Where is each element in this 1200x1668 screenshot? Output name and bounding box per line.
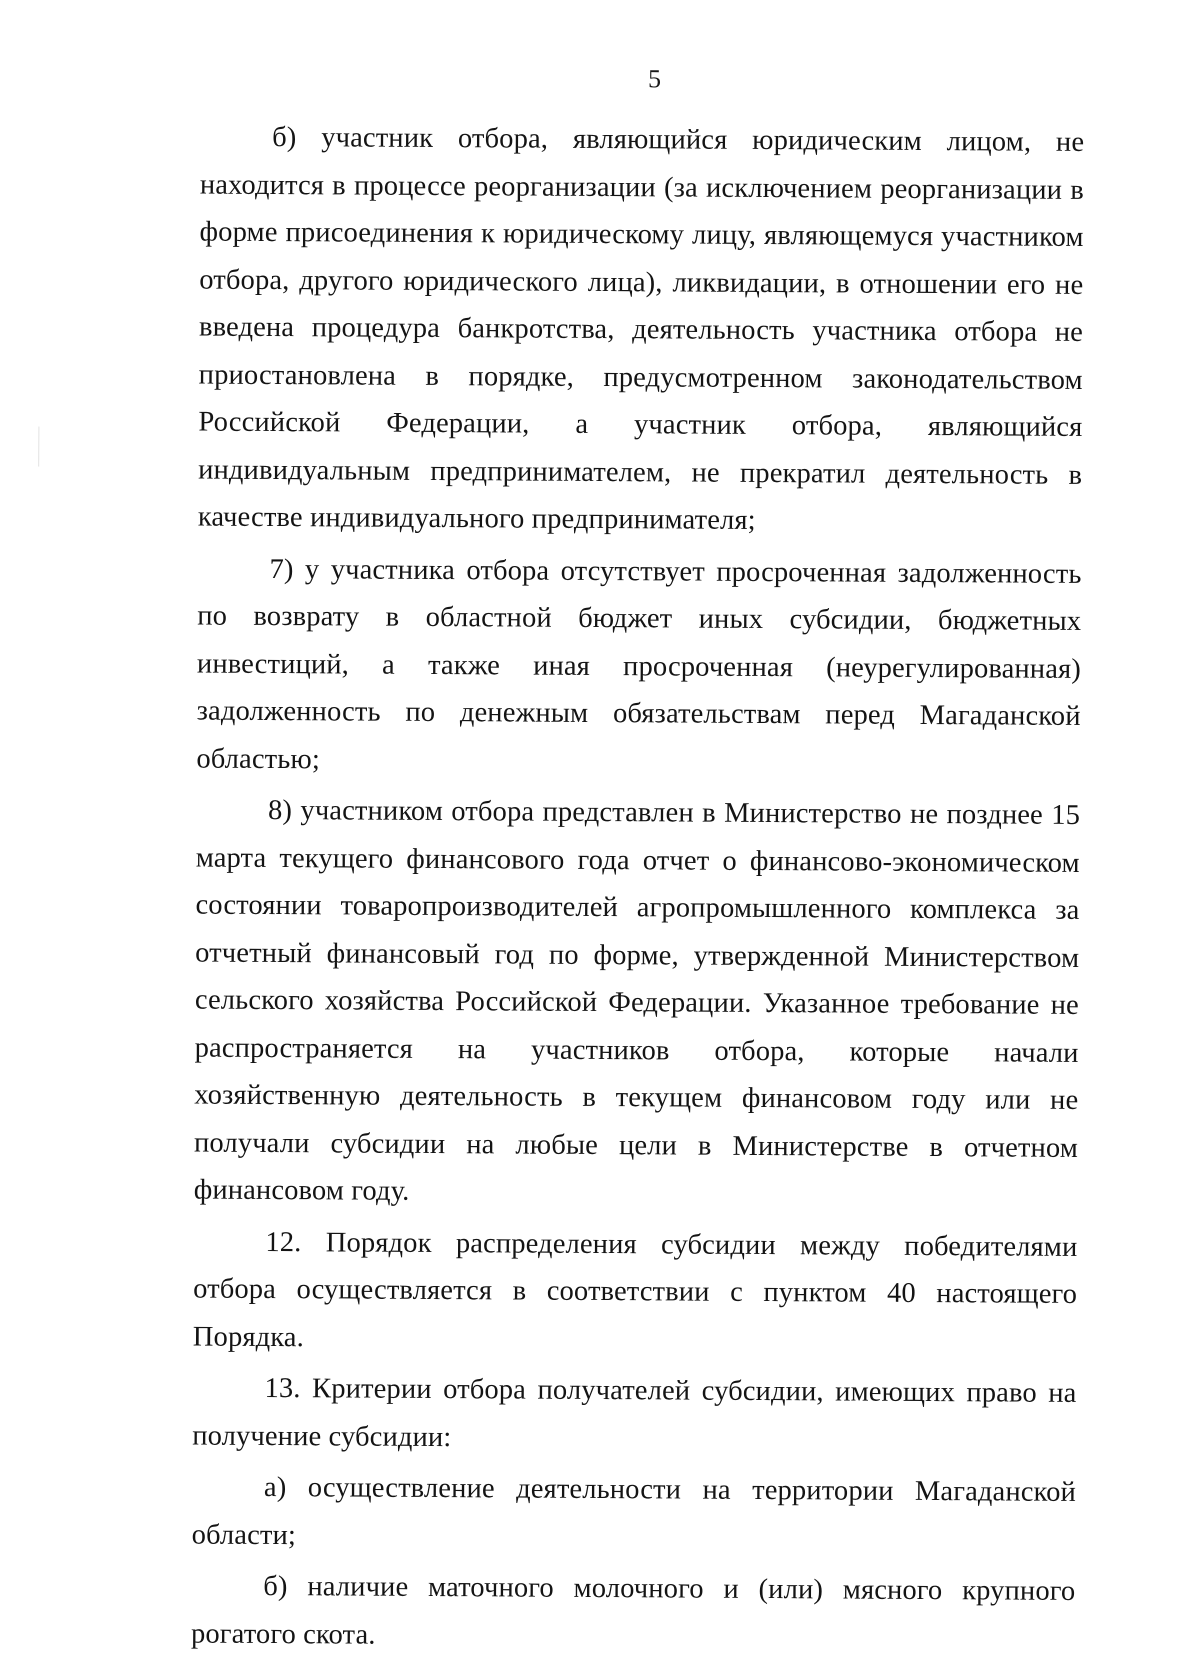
scan-artifact-line [38, 427, 39, 467]
paragraph-criterion-a: а) осуществление деятельности на территории Магаданской области; [191, 1471, 1077, 1551]
document-body [191, 114, 1084, 1667]
paragraph-section-12: 12. Порядок распределения субсидии между победителями отбора осуществляется в соответствии с пунктом 40 настоящего Порядка. [192, 1226, 1078, 1353]
paragraph-item-7: 7) у участника отбора отсутствует просроченная задолженность по возврату в областной бюджет иных субсидии, бюджетных инвестиций, а также иная просроченная (неурегулированная) задолженность по денежным обязательствам перед Магаданской областью; [196, 553, 1082, 775]
paragraph-item-6: б) участник отбора, являющийся юридическим лицом, не находится в процессе реорганизации (за исключением реорганизации в форме присоединения к юридическому лицу, являющемуся участником отбора, другого юридического лица), ликвидации, в отношении его не введена процедура банкротства, деятельность участника отбора не приостановлена в порядке, предусмотренном законодательством Российской Федерации, а участник отбора, являющийся индивидуальным предпринимателем, не прекратил деятельность в качестве индивидуального предпринимателя; [197, 121, 1085, 536]
paragraph-section-13: 13. Критерии отбора получателей субсидии, имеющих право на получение субсидии: [192, 1372, 1077, 1453]
paragraph-criterion-b: б) наличие маточного молочного и (или) мясного крупного рогатого скота. [190, 1570, 1076, 1651]
page-number: 5 [647, 64, 662, 94]
paragraph-item-8: 8) участником отбора представлен в Министерство не позднее 15 марта текущего финансового года отчет о финансово-экономическом состоянии товаропроизводителей агропромышленного комплекса за отчетный финансовый год по форме, утвержденной Министерством сельского хозяйства Российской Федерации. Указанное требование не распространяется на участников отбора, которые начали хозяйственную деятельность в текущем финансовом году или не получали субсидии на любые цели в Министерстве в отчетном финансовом году. [193, 794, 1081, 1207]
